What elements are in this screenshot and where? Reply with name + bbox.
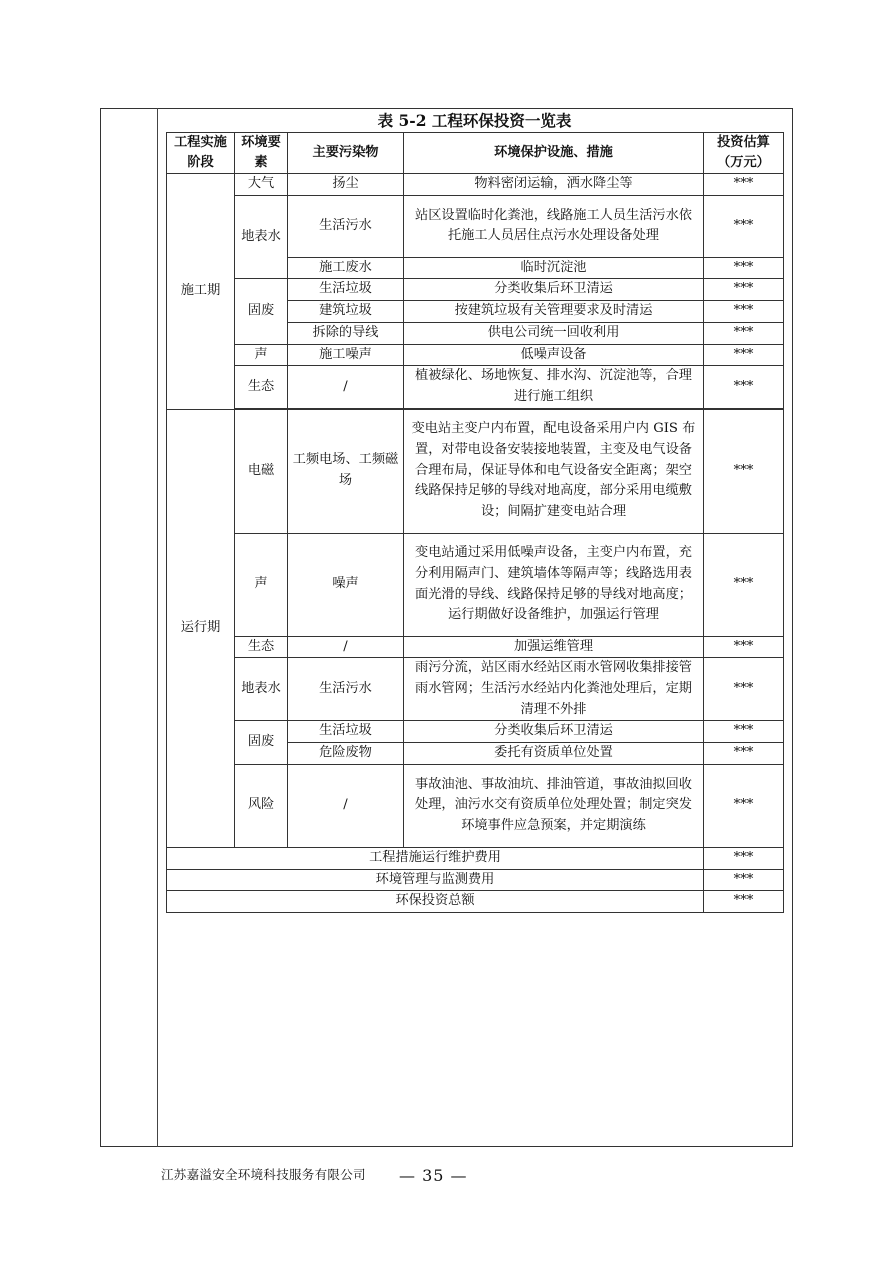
element-cell: 固废: [235, 279, 288, 344]
measure-cell: 植被绿化、场地恢复、排水沟、沉淀池等，合理进行施工组织: [404, 366, 704, 408]
element-cell: 地表水: [235, 658, 288, 721]
element-cell: 大气: [235, 174, 288, 196]
cost-cell: ***: [704, 743, 784, 765]
measure-cell: 供电公司统一回收利用: [404, 322, 704, 344]
table-row: [167, 409, 784, 533]
table-row: [167, 636, 784, 658]
measure-cell: 委托有资质单位处置: [404, 743, 704, 765]
table-title: 表 5-2 工程环保投资一览表: [377, 111, 572, 130]
table-row: [167, 658, 784, 721]
measure-cell: 分类收集后环卫清运: [404, 721, 704, 743]
cost-cell: ***: [704, 636, 784, 658]
summary-row: [167, 869, 784, 891]
measure-cell: 雨污分流，站区雨水经站区雨水管网收集排接管雨水管网；生活污水经站内化粪池处理后，定期清理不外排: [404, 658, 704, 721]
pollutant-cell: 施工噪声: [288, 344, 404, 366]
cost-cell: ***: [704, 366, 784, 408]
summary-label: 工程措施运行维护费用: [167, 847, 704, 869]
element-cell: 声: [235, 344, 288, 366]
measure-cell: 加强运维管理: [404, 636, 704, 658]
header-pollutant: 主要污染物: [288, 133, 404, 174]
table-row: [167, 195, 784, 257]
pollutant-cell: 扬尘: [288, 174, 404, 196]
pollutant-cell: 噪声: [288, 533, 404, 636]
stage-cell: 运行期: [167, 409, 235, 847]
header-row: [167, 133, 784, 174]
cost-cell: ***: [704, 279, 784, 301]
element-cell: 生态: [235, 636, 288, 658]
table-row: [167, 533, 784, 636]
measure-cell: 低噪声设备: [404, 344, 704, 366]
measure-cell: 分类收集后环卫清运: [404, 279, 704, 301]
table-row: [167, 764, 784, 847]
summary-row: [167, 847, 784, 869]
element-cell: 地表水: [235, 195, 288, 279]
cost-cell: ***: [704, 891, 784, 913]
header-measure: 环境保护设施、措施: [404, 133, 704, 174]
page-number: — 35 —: [399, 1166, 468, 1185]
pollutant-cell: /: [288, 636, 404, 658]
element-cell: 电磁: [235, 409, 288, 533]
cost-cell: ***: [704, 764, 784, 847]
cost-cell: ***: [704, 533, 784, 636]
footer-company: 江苏嘉溢安全环境科技服务有限公司: [161, 1167, 366, 1182]
header-stage: 工程实施阶段: [167, 133, 235, 174]
element-cell: 生态: [235, 366, 288, 408]
summary-label: 环保投资总额: [167, 891, 704, 913]
cost-cell: ***: [704, 409, 784, 533]
table-row: [167, 279, 784, 301]
pollutant-cell: 拆除的导线: [288, 322, 404, 344]
table-row: [167, 344, 784, 366]
header-element: 环境要素: [235, 133, 288, 174]
element-cell: 固废: [235, 721, 288, 764]
pollutant-cell: 危险废物: [288, 743, 404, 765]
measure-cell: 临时沉淀池: [404, 257, 704, 279]
investment-table: [166, 132, 784, 913]
pollutant-cell: /: [288, 366, 404, 408]
pollutant-cell: 工频电场、工频磁场: [288, 409, 404, 533]
cost-cell: ***: [704, 257, 784, 279]
element-cell: 声: [235, 533, 288, 636]
measure-cell: 变电站通过采用低噪声设备，主变户内布置，充分利用隔声门、建筑墙体等隔声等；线路选用表面光滑的导线、线路保持足够的导线对地高度；运行期做好设备维护，加强运行管理: [404, 533, 704, 636]
pollutant-cell: 生活垃圾: [288, 279, 404, 301]
summary-row: [167, 891, 784, 913]
element-cell: 风险: [235, 764, 288, 847]
pollutant-cell: 施工废水: [288, 257, 404, 279]
cost-cell: ***: [704, 322, 784, 344]
cost-cell: ***: [704, 721, 784, 743]
pollutant-cell: 生活垃圾: [288, 721, 404, 743]
pollutant-cell: /: [288, 764, 404, 847]
cost-cell: ***: [704, 344, 784, 366]
measure-cell: 变电站主变户内布置，配电设备采用户内 GIS 布置，对带电设备安装接地装置，主变及电气设备合理布局，保证导体和电气设备安全距离；架空线路保持足够的导线对地高度，部分采用电缆敷设；间隔扩建变电站合理: [404, 409, 704, 533]
header-cost: 投资估算（万元）: [704, 133, 784, 174]
cost-cell: ***: [704, 869, 784, 891]
table-row: [167, 721, 784, 743]
summary-label: 环境管理与监测费用: [167, 869, 704, 891]
measure-cell: 站区设置临时化粪池，线路施工人员生活污水依托施工人员居住点污水处理设备处理: [404, 195, 704, 257]
cost-cell: ***: [704, 658, 784, 721]
table-row: [167, 174, 784, 196]
cost-cell: ***: [704, 847, 784, 869]
pollutant-cell: 生活污水: [288, 658, 404, 721]
cost-cell: ***: [704, 174, 784, 196]
cost-cell: ***: [704, 195, 784, 257]
measure-cell: 事故油池、事故油坑、排油管道，事故油拟回收处理，油污水交有资质单位处理处置；制定突发环境事件应急预案，并定期演练: [404, 764, 704, 847]
stage-cell: 施工期: [167, 174, 235, 410]
measure-cell: 按建筑垃圾有关管理要求及时清运: [404, 301, 704, 323]
measure-cell: 物料密闭运输，洒水降尘等: [404, 174, 704, 196]
pollutant-cell: 生活污水: [288, 195, 404, 257]
pollutant-cell: 建筑垃圾: [288, 301, 404, 323]
frame-divider: [157, 108, 158, 1147]
cost-cell: ***: [704, 301, 784, 323]
table-row: [167, 366, 784, 408]
